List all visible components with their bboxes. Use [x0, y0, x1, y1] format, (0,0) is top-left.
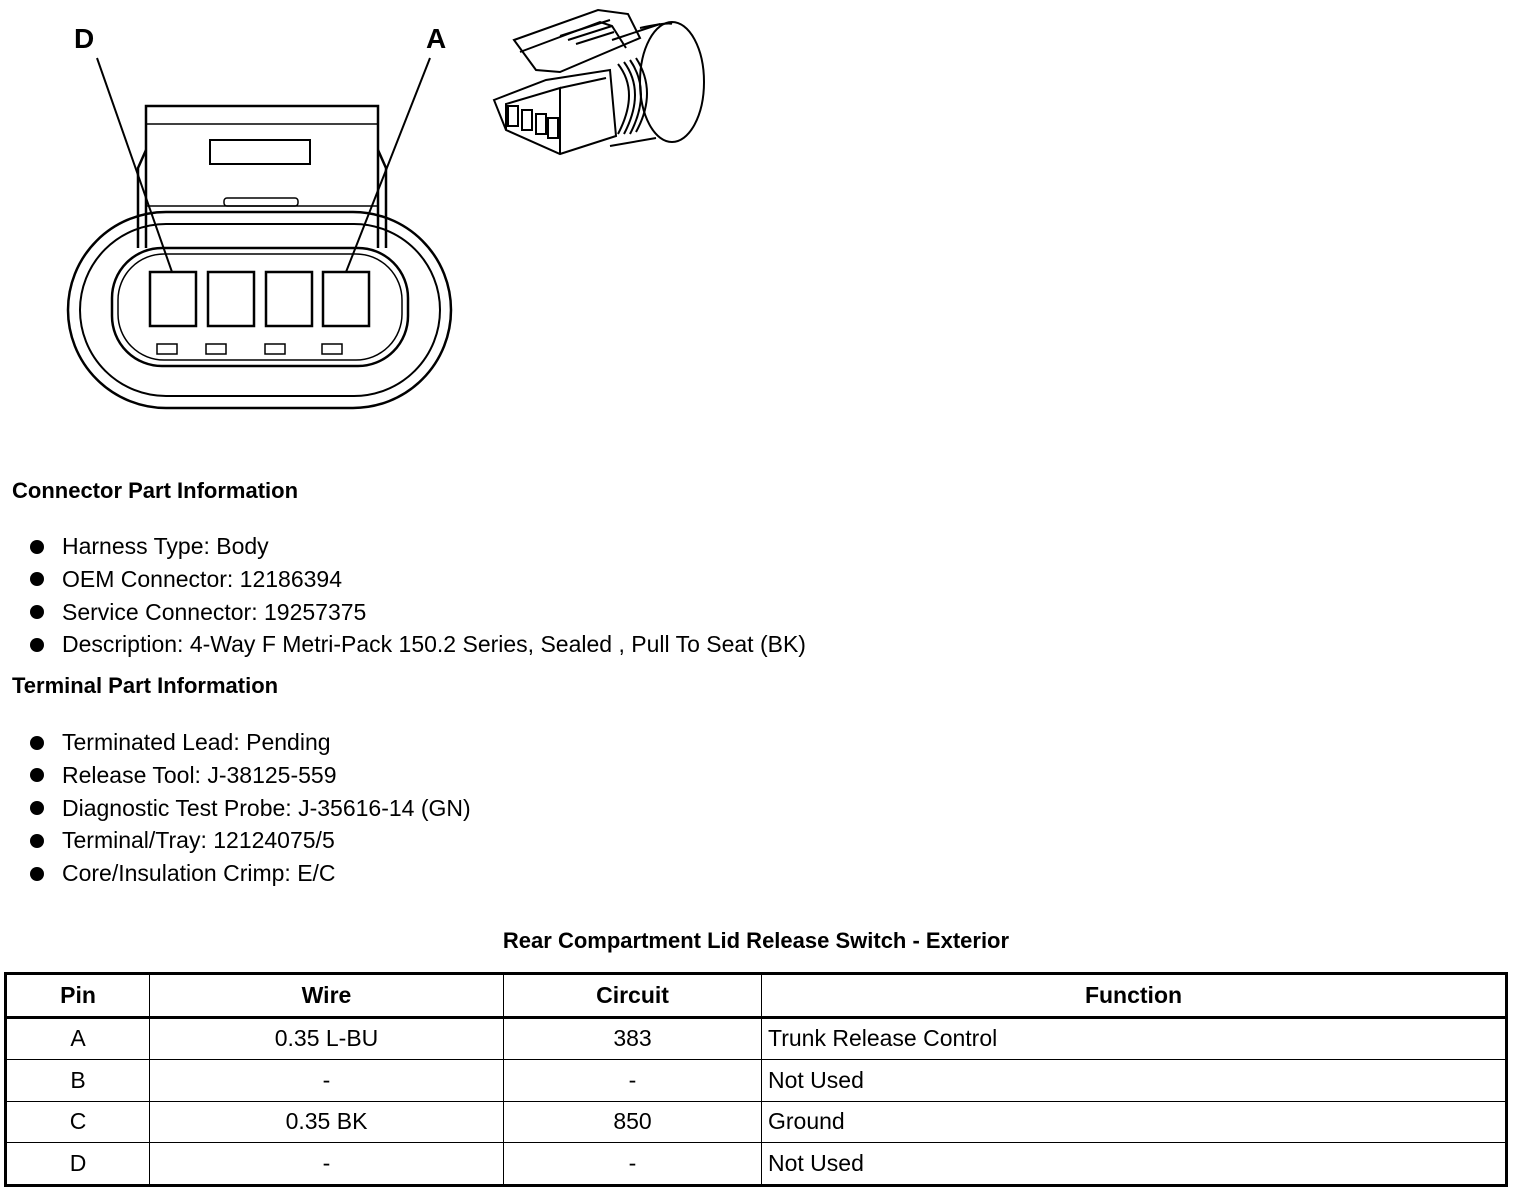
cell-wire: 0.35 BK — [150, 1101, 504, 1143]
cell-wire: - — [150, 1143, 504, 1186]
cell-circuit: - — [504, 1143, 762, 1186]
cell-circuit: - — [504, 1060, 762, 1102]
cell-function: Ground — [762, 1101, 1507, 1143]
list-item: Terminal/Tray: 12124075/5 — [30, 824, 471, 857]
header-pin: Pin — [6, 974, 150, 1018]
connector-isometric-diagram — [490, 2, 712, 162]
header-circuit: Circuit — [504, 974, 762, 1018]
list-item: Diagnostic Test Probe: J-35616-14 (GN) — [30, 792, 471, 825]
cell-function: Trunk Release Control — [762, 1017, 1507, 1060]
table-row — [6, 1017, 1507, 1060]
table-row — [6, 1143, 1507, 1186]
table-row — [6, 1101, 1507, 1143]
table-header-row — [6, 974, 1507, 1018]
cell-wire: - — [150, 1060, 504, 1102]
terminal-info-list — [30, 726, 471, 890]
cell-function: Not Used — [762, 1143, 1507, 1186]
list-item: Release Tool: J-38125-559 — [30, 759, 471, 792]
list-item: OEM Connector: 12186394 — [30, 563, 806, 596]
callout-a: A — [426, 23, 447, 54]
terminal-info-heading: Terminal Part Information — [12, 673, 279, 698]
cell-circuit: 850 — [504, 1101, 762, 1143]
cell-pin: A — [6, 1017, 150, 1060]
cell-circuit: 383 — [504, 1017, 762, 1060]
cell-function: Not Used — [762, 1060, 1507, 1102]
cell-pin: D — [6, 1143, 150, 1186]
cell-pin: B — [6, 1060, 150, 1102]
list-item: Terminated Lead: Pending — [30, 726, 471, 759]
connector-info-list — [30, 530, 806, 661]
list-item: Service Connector: 19257375 — [30, 596, 806, 629]
list-item: Description: 4-Way F Metri-Pack 150.2 Series, Sealed , Pull To Seat (BK) — [30, 628, 806, 661]
header-wire: Wire — [150, 974, 504, 1018]
cell-pin: C — [6, 1101, 150, 1143]
cell-wire: 0.35 L-BU — [150, 1017, 504, 1060]
connector-face-diagram — [60, 18, 460, 418]
table-row — [6, 1060, 1507, 1102]
pin-table — [4, 972, 1508, 1187]
list-item: Core/Insulation Crimp: E/C — [30, 857, 471, 890]
pin-table-title: Rear Compartment Lid Release Switch - Exterior — [502, 928, 1010, 953]
list-item: Harness Type: Body — [30, 530, 806, 563]
callout-d: D — [74, 23, 95, 54]
connector-info-heading: Connector Part Information — [12, 478, 299, 503]
header-function: Function — [762, 974, 1507, 1018]
